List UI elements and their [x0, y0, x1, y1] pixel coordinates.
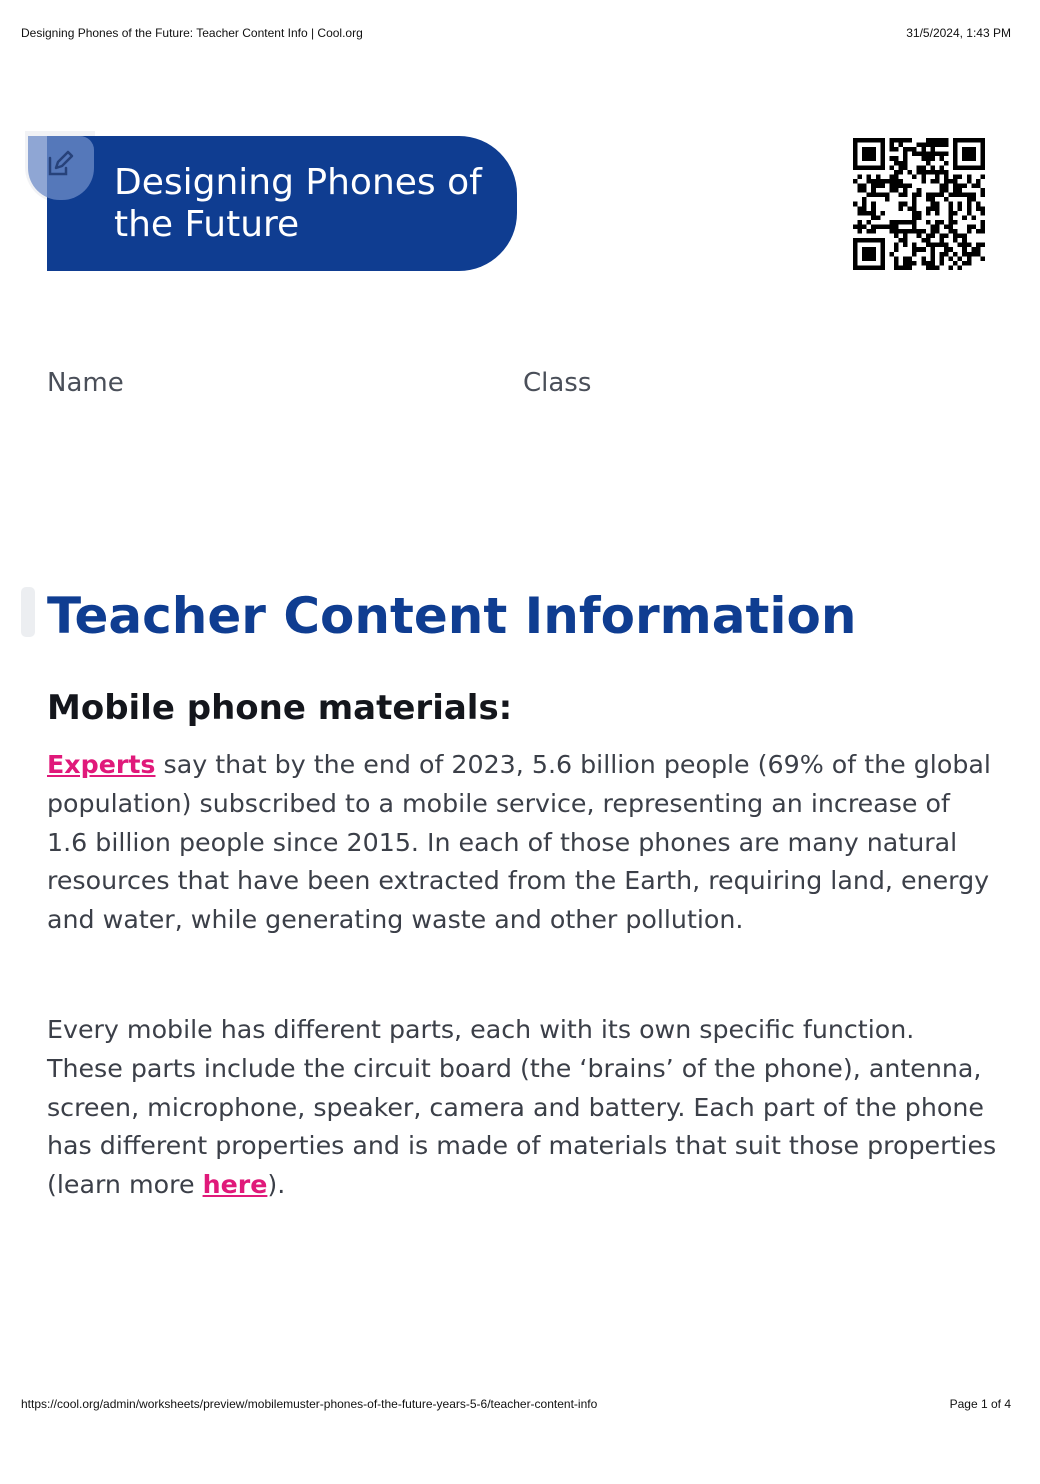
edit-icon[interactable] — [46, 150, 74, 178]
paragraph-2 — [47, 1011, 997, 1205]
paragraph-2-end: ). — [267, 1170, 286, 1200]
print-datetime: 31/5/2024, 1:43 PM — [906, 26, 1011, 40]
name-label: Name — [47, 368, 124, 398]
paragraph-1-text: say that by the end of 2023, 5.6 billion people (69% of the global population) subscribed to a mobile service, representing an increase of 1.6 billion people since 2015. In each of those phones are many natural resources that have been extracted from the Earth, requiring land, energy and water, while generating waste and other pollution. — [47, 750, 991, 935]
worksheet-title-banner — [47, 136, 517, 271]
print-title: Designing Phones of the Future: Teacher Content Info | Cool.org — [21, 26, 363, 40]
page-number: Page 1 of 4 — [949, 1397, 1011, 1411]
section-marker — [21, 587, 35, 637]
qr-code-icon — [852, 138, 986, 270]
experts-link[interactable]: Experts — [47, 750, 156, 779]
paragraph-2-text: Every mobile has different parts, each with its own specific function. These parts include the circuit board (the ‘brains’ of the phone), antenna, screen, microphone, speaker, camera and battery. Each part of the phone has different properties and is made of materials that suit those properties (learn more — [47, 1015, 997, 1200]
paragraph-1 — [47, 746, 997, 940]
subheading: Mobile phone materials: — [47, 688, 513, 728]
worksheet-title: Designing Phones of the Future — [114, 162, 482, 245]
print-url: https://cool.org/admin/worksheets/preview/mobilemuster-phones-of-the-future-years-5-6/teacher-content-info — [21, 1397, 598, 1411]
class-label: Class — [523, 368, 592, 398]
section-heading: Teacher Content Information — [47, 587, 857, 645]
here-link[interactable]: here — [202, 1170, 268, 1200]
